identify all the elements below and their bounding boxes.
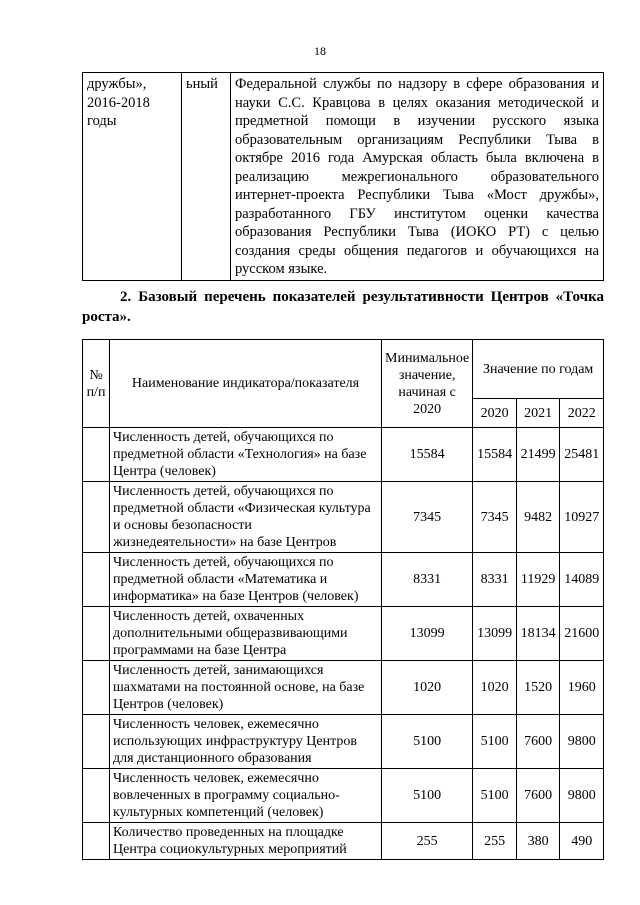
row-num — [83, 553, 110, 607]
value-2021: 380 — [516, 823, 560, 860]
value-2021: 7600 — [516, 715, 560, 769]
value-2021: 18134 — [516, 607, 560, 661]
header-num: № п/п — [83, 340, 110, 428]
value-2022: 21600 — [560, 607, 604, 661]
value-2022: 1960 — [560, 661, 604, 715]
value-2021: 11929 — [516, 553, 560, 607]
description-cell: Федеральной службы по надзору в сфере образования и науки С.С. Кравцова в целях оказания методической и предметной помощи в изучении русского языка образовательным организациям Республики Тыва в октябре 2016 года Амурская область была включена в реализацию межрегионального образовательного интернет-проекта Республики Тыва «Мост дружбы», разработанного ГБУ институтом оценки качества образования Республики Тыва (ИОКО РТ) с целью создания среды общения педагогов и обучающихся на русском языке. — [231, 73, 604, 281]
page-number: 18 — [314, 44, 326, 58]
value-2020: 255 — [473, 823, 517, 860]
value-2021: 21499 — [516, 428, 560, 482]
header-values-by-year: Значение по годам — [473, 340, 604, 399]
value-2022: 25481 — [560, 428, 604, 482]
min-value: 7345 — [382, 482, 473, 553]
min-value: 5100 — [382, 769, 473, 823]
min-value: 255 — [382, 823, 473, 860]
indicator-name: Численность человек, ежемесячно вовлеченных в программу социально-культурных компетенций (человек) — [110, 769, 382, 823]
continuation-table — [82, 72, 604, 281]
min-value: 5100 — [382, 715, 473, 769]
status-cell: ьный — [182, 73, 231, 281]
row-num — [83, 715, 110, 769]
value-2021: 7600 — [516, 769, 560, 823]
row-num — [83, 428, 110, 482]
cell-line: 2016-2018 — [87, 94, 150, 111]
value-2022: 10927 — [560, 482, 604, 553]
table-row — [83, 769, 604, 823]
table-row — [83, 823, 604, 860]
table-row — [83, 607, 604, 661]
value-2020: 7345 — [473, 482, 517, 553]
min-value: 15584 — [382, 428, 473, 482]
min-value: 13099 — [382, 607, 473, 661]
row-num — [83, 661, 110, 715]
value-2022: 490 — [560, 823, 604, 860]
table-row — [83, 73, 604, 281]
indicator-name: Численность детей, обучающихся по предметной области «Математика и информатика» на базе Центров (человек) — [110, 553, 382, 607]
header-year-2021: 2021 — [516, 399, 560, 428]
header-name: Наименование индикатора/показателя — [110, 340, 382, 428]
indicator-name: Численность человек, ежемесячно использующих инфраструктуру Центров для дистанционного образования — [110, 715, 382, 769]
indicator-name: Численность детей, занимающихся шахматами на постоянной основе, на базе Центров (человек) — [110, 661, 382, 715]
value-2020: 5100 — [473, 715, 517, 769]
indicator-name: Численность детей, обучающихся по предметной области «Физическая культура и основы безопасности жизнедеятельности» на базе Центров — [110, 482, 382, 553]
table-row — [83, 428, 604, 482]
table-row — [83, 482, 604, 553]
indicator-name: Численность детей, обучающихся по предметной области «Технология» на базе Центра (человек) — [110, 428, 382, 482]
row-num — [83, 823, 110, 860]
value-2020: 5100 — [473, 769, 517, 823]
value-2020: 8331 — [473, 553, 517, 607]
header-year-2022: 2022 — [560, 399, 604, 428]
header-year-2020: 2020 — [473, 399, 517, 428]
value-2021: 9482 — [516, 482, 560, 553]
row-num — [83, 769, 110, 823]
indicator-table — [82, 339, 604, 860]
value-2022: 9800 — [560, 769, 604, 823]
min-value: 8331 — [382, 553, 473, 607]
indicator-name: Количество проведенных на площадке Центра социокультурных мероприятий — [110, 823, 382, 860]
value-2020: 15584 — [473, 428, 517, 482]
section-heading: 2. Базовый перечень показателей результативности Центров «Точка роста». — [82, 289, 604, 325]
value-2022: 14089 — [560, 553, 604, 607]
min-value: 1020 — [382, 661, 473, 715]
cell-line: дружбы», — [87, 76, 147, 92]
value-2020: 13099 — [473, 607, 517, 661]
table-row — [83, 661, 604, 715]
indicator-name: Численность детей, охваченных дополнительными общеразвивающими программами на базе Центра — [110, 607, 382, 661]
project-period-cell — [83, 73, 182, 281]
value-2020: 1020 — [473, 661, 517, 715]
row-num — [83, 607, 110, 661]
header-row — [83, 340, 604, 399]
value-2022: 9800 — [560, 715, 604, 769]
value-2021: 1520 — [516, 661, 560, 715]
table-row — [83, 553, 604, 607]
header-min-value: Минимальное значение, начиная с 2020 — [382, 340, 473, 428]
row-num — [83, 482, 110, 553]
cell-line: годы — [87, 113, 117, 129]
table-row — [83, 715, 604, 769]
